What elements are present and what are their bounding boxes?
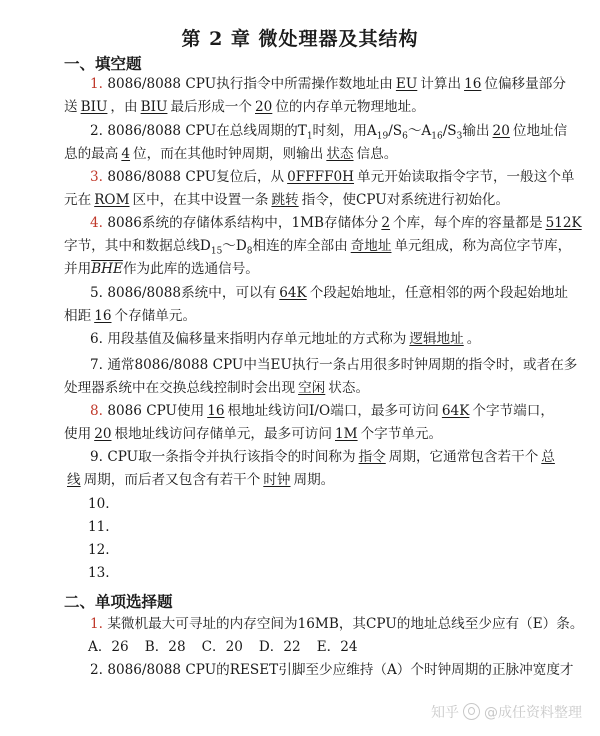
choice-question-2: 2. 8086/8088 CPU的RESET引脚至少应维持（A）个时钟周期的正脉冲宽度才 (90, 662, 574, 678)
zhihu-avatar-icon (463, 703, 480, 720)
fill-question-10: 10. (88, 496, 110, 512)
fill-question-8: 8. 8086 CPU使用 16 根地址线访问I/O端口，最多可访问 64K 个字节端口， 使用 20 根地址线访问存储单元，最多可访问 1M 个字节单元。 (64, 403, 554, 442)
fill-question-9: 9. CPU取一条指令并执行该指令的时间称为 指令 周期，它通常包含若干个 总 线 周期，而后者又包含有若干个 时钟 周期。 (67, 449, 555, 488)
fill-question-3: 3. 8086/8088 CPU复位后，从 0FFFF0H 单元开始读取指令字节，一般这个单 元在 ROM 区中，在其中设置一条 跳转 指令，使CPU对系统进行初始化。 (64, 169, 575, 208)
section-heading-choice: 二、单项选择题 (64, 592, 173, 611)
fill-question-2: 2. 8086/8088 CPU在总线周期的$T_1$时刻，用$A_{19}/S_6\sim A_{16}/S_3$输出 20 位地址信 息的最高 4 位，而在其他时钟周期，则输出 状态 信息。 (64, 123, 568, 162)
section-heading-fill: 一、填空题 (64, 54, 142, 73)
fill-question-1: 1. 8086/8088 CPU执行指令中所需操作数地址由 EU 计算出 16 位偏移量部分 送 BIU ，由 BIU 最后形成一个 20 位的内存单元物理地址。 (64, 76, 566, 115)
choice-question-1: 1. 某微机最大可寻址的内存空间为16MB，其CPU的地址总线至少应有（E）条。 (90, 616, 584, 632)
fill-question-5: 5. 8086/8088系统中，可以有 64K 个段起始地址，任意相邻的两个段起始地址 相距 16 个存储单元。 (64, 285, 568, 324)
fill-question-4: 4. 8086系统的存储体系结构中，1MB存储体分 2 个库，每个库的容量都是 512K 字节，其中和数据总线$D_{15}\sim D_8$相连的库全部由 奇地址 单元组成，称为高位字节库， 并用$\overline{BHE}$作为此库的选通信号。 (64, 215, 582, 277)
chapter-title: 第 2 章 微处理器及其结构 (181, 28, 419, 50)
fill-question-11: 11. (88, 519, 110, 535)
choice-options-1: A．26 B．28 C．20 D．22 E．24 (88, 639, 358, 655)
fill-question-12: 12. (88, 542, 110, 558)
fill-question-13: 13. (88, 565, 110, 581)
watermark: 知乎 @成任资料整理 (431, 705, 582, 721)
fill-question-6: 6. 用段基值及偏移量来指明内存单元地址的方式称为 逻辑地址 。 (90, 331, 481, 347)
fill-question-7: 7. 通常8086/8088 CPU中当EU执行一条占用很多时钟周期的指令时，或者在多 处理器系统中在交换总线控制时会出现 空闲 状态。 (64, 357, 578, 396)
